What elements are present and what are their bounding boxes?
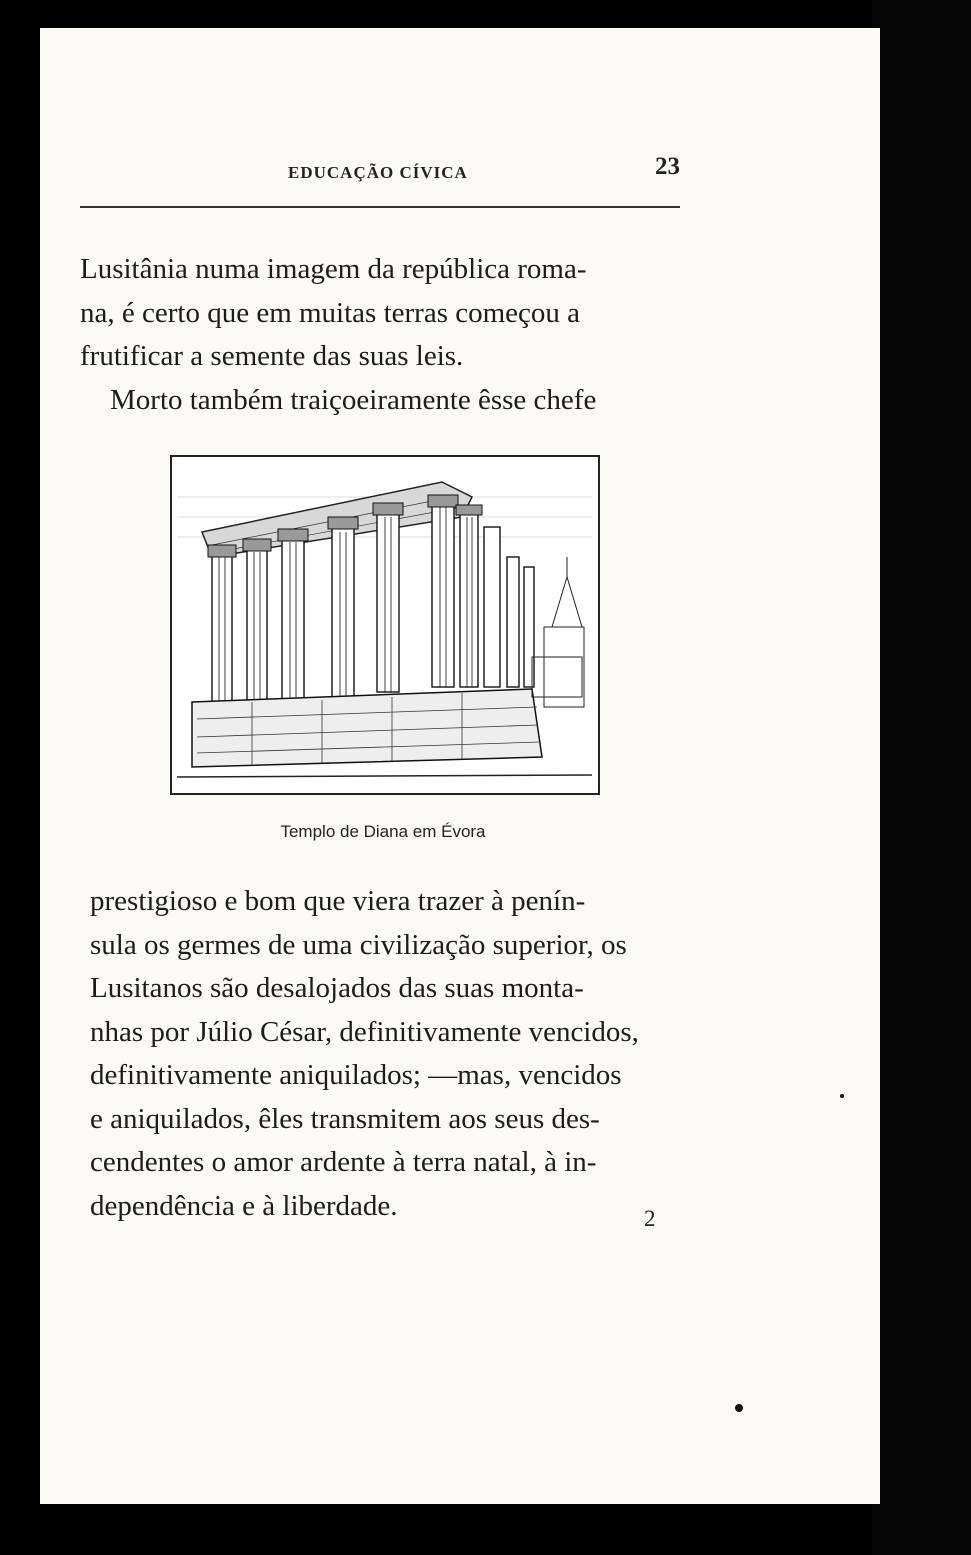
dark-scan-edge bbox=[872, 0, 971, 1555]
text-line: nhas por Júlio César, definitivamente vencidos, bbox=[90, 1015, 639, 1048]
text-line: dependência e à liberdade. bbox=[90, 1189, 398, 1222]
text-line: prestigioso e bom que viera trazer à penín- bbox=[90, 885, 586, 917]
text-line: Lusitanos são desalojados das suas monta- bbox=[90, 972, 584, 1004]
paragraph-bottom bbox=[90, 880, 702, 1228]
page-number: 23 bbox=[655, 153, 680, 180]
scan-speck bbox=[840, 1094, 844, 1098]
text-line: e aniquilados, êles transmitem aos seus des- bbox=[90, 1102, 600, 1135]
running-title: EDUCAÇÃO CÍVICA bbox=[288, 163, 468, 182]
text-line: definitivamente aniquilados; —mas, vencidos bbox=[90, 1059, 622, 1091]
header-rule bbox=[80, 206, 680, 208]
signature-mark: 2 bbox=[644, 1206, 656, 1231]
text-line: na, é certo que em muitas terras começou a bbox=[80, 296, 581, 329]
text-line: sula os germes de uma civilização superior, os bbox=[90, 928, 627, 961]
figure-caption: Templo de Diana em Évora bbox=[280, 822, 486, 841]
ground-line bbox=[177, 775, 592, 777]
temple-engraving bbox=[172, 457, 598, 793]
text-line: cendentes o amor ardente à terra natal, à in- bbox=[90, 1146, 597, 1178]
temple-illustration bbox=[170, 455, 600, 795]
podium bbox=[192, 689, 542, 767]
text-line: frutificar a semente das suas leis. bbox=[80, 340, 464, 372]
scan-speck bbox=[735, 1404, 743, 1412]
background-building bbox=[532, 557, 584, 707]
text-line: Morto também traiçoeiramente êsse chefe bbox=[110, 383, 597, 416]
text-line: Lusitânia numa imagem da república roma- bbox=[80, 253, 587, 285]
paragraph-top bbox=[80, 248, 692, 422]
